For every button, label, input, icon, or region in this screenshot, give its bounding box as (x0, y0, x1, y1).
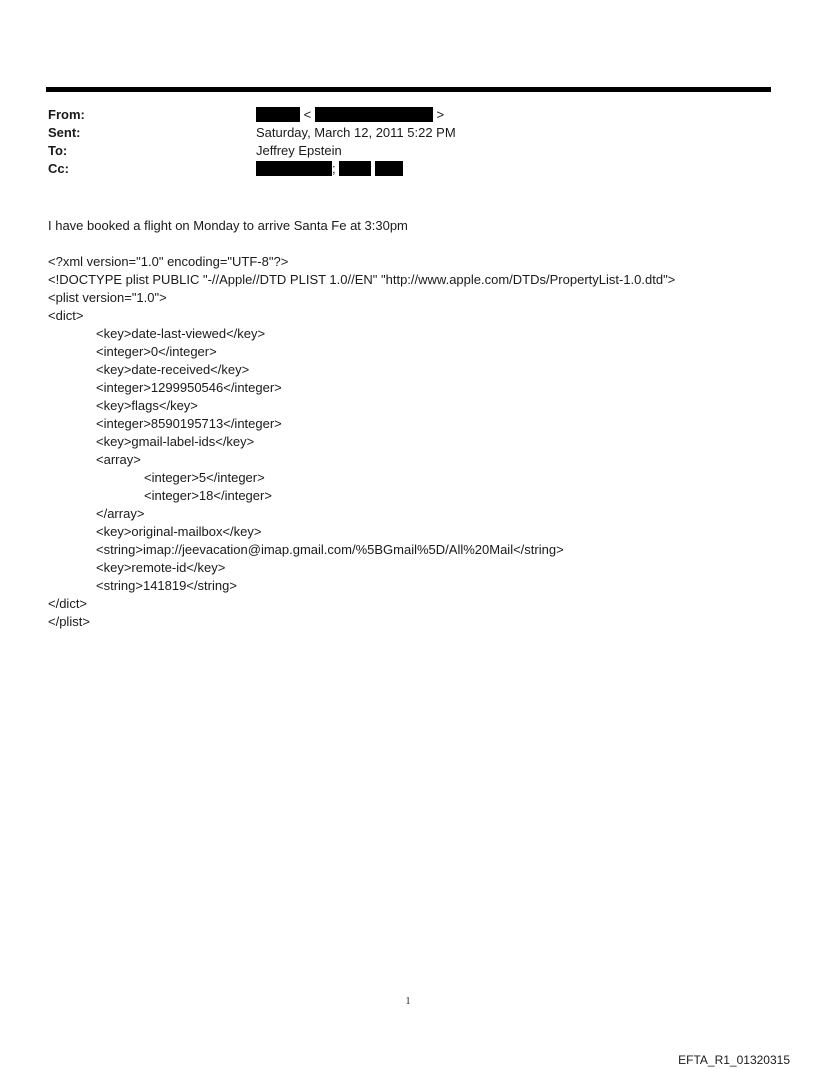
cc-value (256, 160, 403, 178)
from-bracket-open: < (303, 107, 312, 122)
plist-line: <key>date-received</key> (96, 362, 250, 377)
plist-line: <integer>8590195713</integer> (96, 416, 282, 431)
to-label: To: (48, 143, 68, 158)
redaction-block (256, 161, 332, 176)
plist-line: <?xml version="1.0" encoding="UTF-8"?> (48, 254, 289, 269)
plist-line: <!DOCTYPE plist PUBLIC "-//Apple//DTD PLIST 1.0//EN" "http://www.apple.com/DTDs/PropertyList-1.0.dtd"> (48, 272, 676, 287)
plist-line: <string>imap://jeevacation@imap.gmail.com/%5BGmail%5D/All%20Mail</string> (96, 542, 564, 557)
plist-line: <key>gmail-label-ids</key> (96, 434, 255, 449)
redaction-block (315, 107, 433, 122)
plist-line: <dict> (48, 308, 84, 323)
bates-number: EFTA_R1_01320315 (678, 1053, 790, 1067)
plist-line: </dict> (48, 596, 88, 611)
from-value (256, 106, 444, 124)
sent-label: Sent: (48, 125, 81, 140)
sent-value: Saturday, March 12, 2011 5:22 PM (256, 125, 456, 140)
cc-label: Cc: (48, 161, 69, 176)
email-header (48, 106, 768, 178)
plist-line: <key>flags</key> (96, 398, 198, 413)
message-body: I have booked a flight on Monday to arrive Santa Fe at 3:30pm (48, 218, 408, 233)
from-label: From: (48, 107, 85, 122)
plist-line: <key>remote-id</key> (96, 560, 226, 575)
to-value: Jeffrey Epstein (256, 143, 342, 158)
plist-content (48, 253, 675, 631)
plist-line: <key>date-last-viewed</key> (96, 326, 266, 341)
plist-line: <array> (96, 452, 141, 467)
plist-line: </array> (96, 506, 145, 521)
redaction-block (256, 107, 300, 122)
plist-line: <key>original-mailbox</key> (96, 524, 262, 539)
cc-separator: ; (332, 161, 336, 176)
plist-line: <integer>1299950546</integer> (96, 380, 282, 395)
redaction-block (339, 161, 371, 176)
plist-line: <integer>5</integer> (144, 470, 265, 485)
plist-line: <integer>0</integer> (96, 344, 217, 359)
from-bracket-close: > (436, 107, 445, 122)
page-number: 1 (405, 996, 411, 1007)
plist-line: <integer>18</integer> (144, 488, 272, 503)
header-rule (46, 87, 771, 92)
plist-line: <string>141819</string> (96, 578, 237, 593)
plist-line: <plist version="1.0"> (48, 290, 167, 305)
plist-line: </plist> (48, 614, 90, 629)
redaction-block (375, 161, 403, 176)
